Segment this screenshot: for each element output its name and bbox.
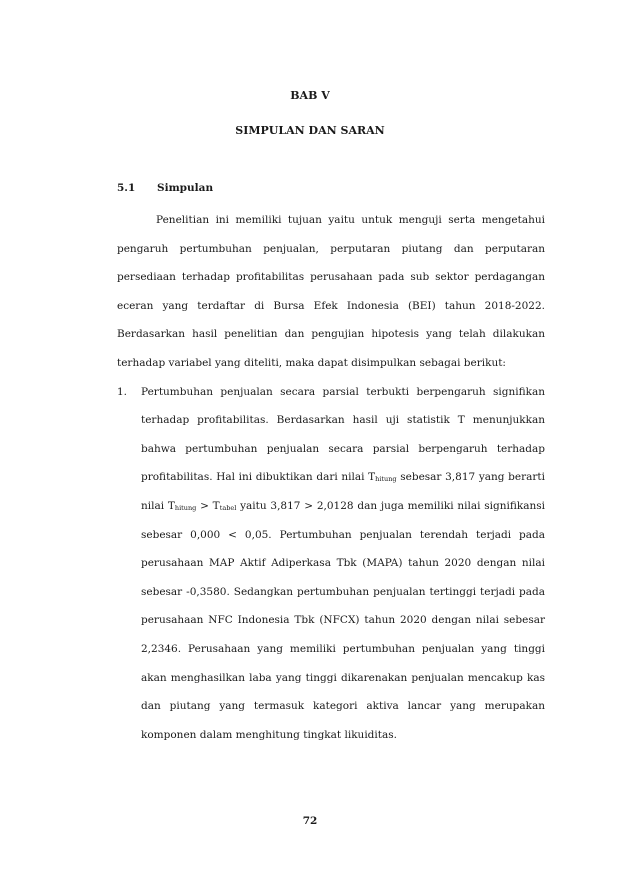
section-number: 5.1 [117, 182, 136, 194]
subscript-hitung: hitung [174, 503, 197, 512]
item-text-part: Pertumbuhan penjualan secara parsial terbukti berpengaruh signifikan terhadap profitabilitas. Berdasarkan hasil uji statistik T menunjukkan bahwa pertumbuhan penjualan secara parsial berpengaruh terhadap profitabilitas. Hal ini dibuktikan dari nilai T [141, 385, 545, 484]
conclusion-list [117, 378, 545, 750]
body-text [117, 206, 545, 749]
chapter-number: BAB V [290, 89, 330, 102]
page-number: 72 [302, 815, 318, 827]
list-item [117, 378, 545, 750]
subscript-tabel: tabel [219, 503, 237, 512]
intro-paragraph: Penelitian ini memiliki tujuan yaitu untuk menguji serta mengetahui pengaruh pertumbuhan penjualan, perputaran piutang dan perputaran persediaan terhadap profitabilitas perusahaan pada sub sektor perdagangan eceran yang terdaftar di Bursa Efek Indonesia (BEI) tahun 2018-2022. Berdasarkan hasil penelitian dan pengujian hipotesis yang telah dilakukan terhadap variabel yang diteliti, maka dapat disimpulkan sebagai berikut: [117, 214, 545, 369]
chapter-title: SIMPULAN DAN SARAN [235, 124, 385, 137]
list-item-number: 1. [117, 385, 128, 398]
subscript-hitung: hitung [375, 475, 397, 484]
item-text-part: > T [196, 499, 220, 512]
section-title: Simpulan [157, 182, 214, 194]
item-text-part: sebesar 3,817 yang berarti nilai T [141, 471, 545, 512]
item-text-part: yaitu 3,817 > 2,0128 dan juga memiliki nilai signifikansi sebesar 0,000 < 0,05. Pertumbuhan penjualan terendah terjadi pada perusahaan MAP Aktif Adiperkasa Tbk (MAPA) tahun 2020 dengan nilai sebesar -0,3580. Sedangkan pertumbuhan penjualan tertinggi terjadi pada perusahaan NFC Indonesia Tbk (NFCX) tahun 2020 dengan nilai sebesar 2,2346. Perusahaan yang memiliki pertumbuhan penjualan yang tinggi akan menghasilkan laba yang tinggi dikarenakan penjualan mencakup kas dan piutang yang termasuk kategori aktiva lancar yang merupakan komponen dalam menghitung tingkat likuiditas. [141, 499, 545, 741]
